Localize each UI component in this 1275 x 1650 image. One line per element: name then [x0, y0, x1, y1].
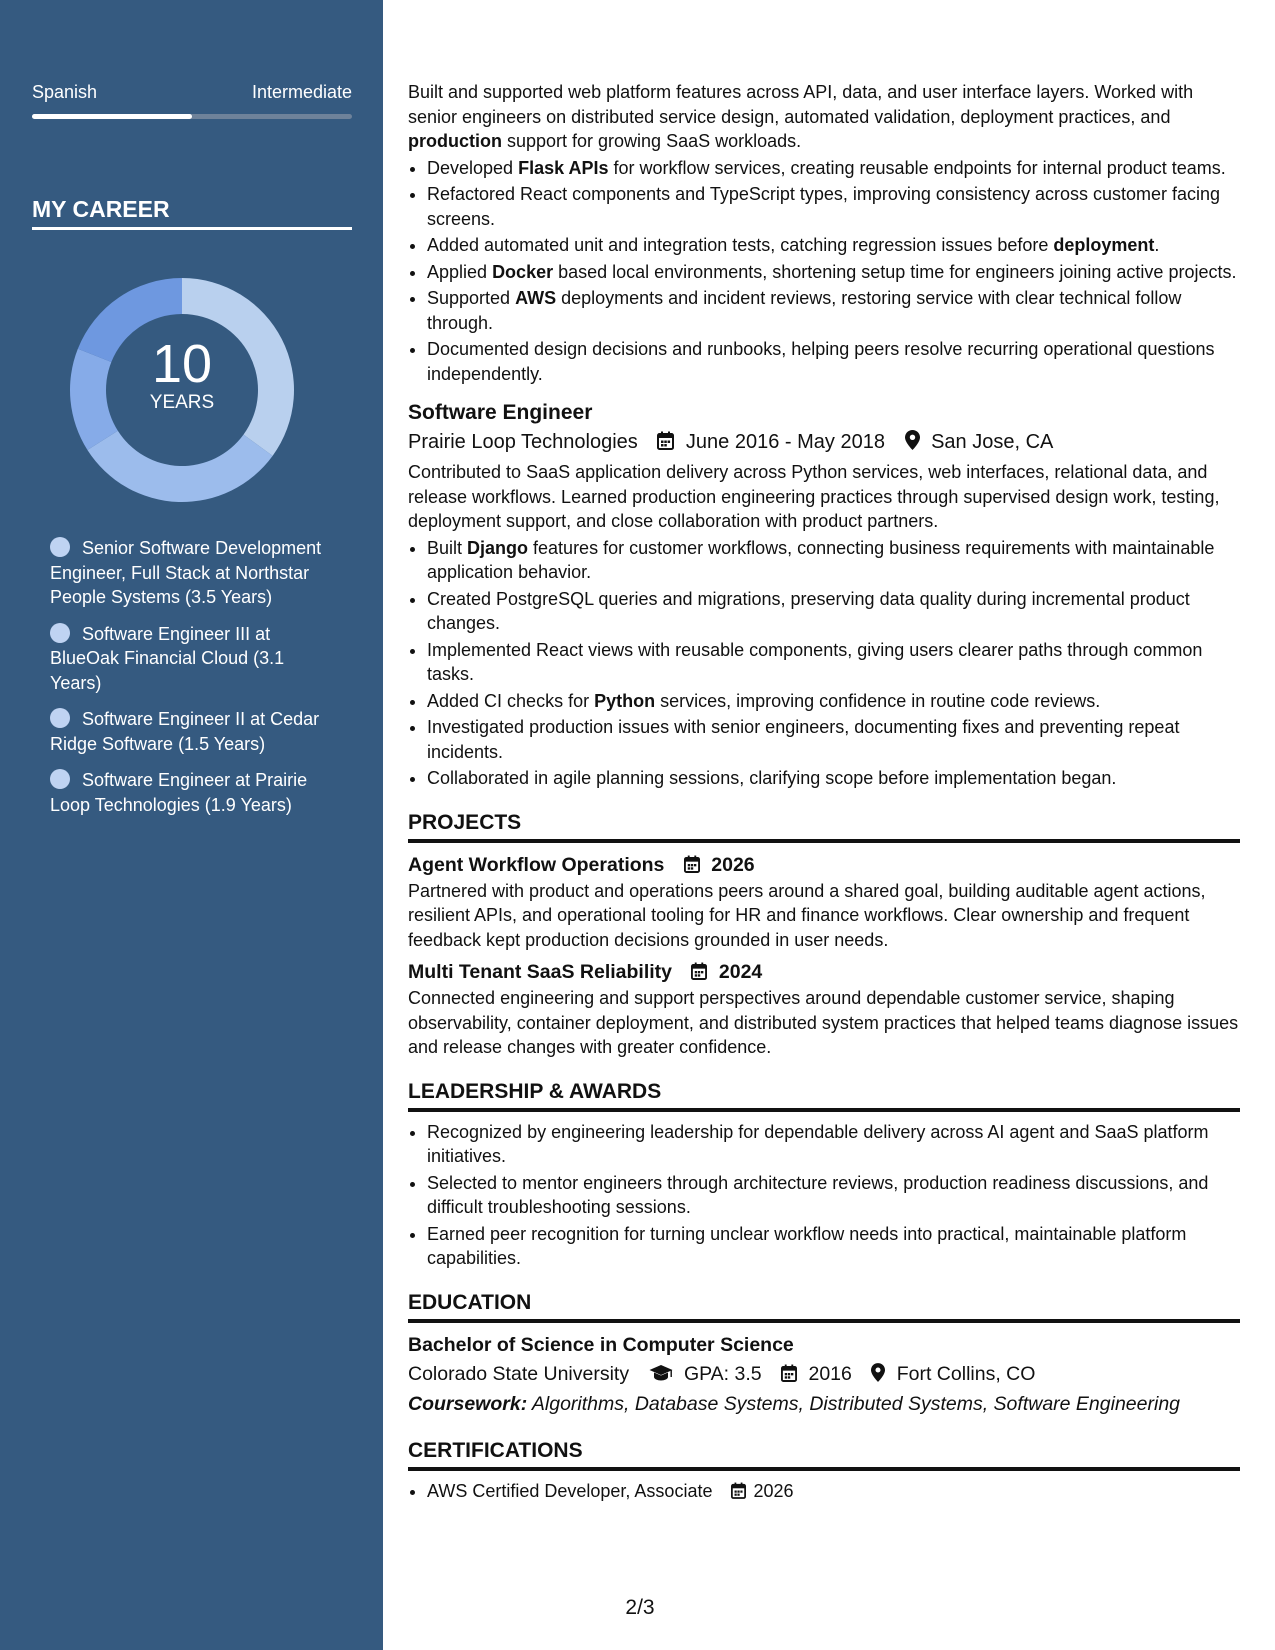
career-donut-segment-3: [70, 349, 118, 450]
job-bullet: • Added automated unit and integration tests, catching regression issues before deployment.: [427, 233, 1240, 258]
leadership-item: • Recognized by engineering leadership for dependable delivery across AI agent and SaaS platform initiatives.: [427, 1120, 1240, 1169]
calendar-icon: [781, 1363, 797, 1385]
job-meta: [408, 427, 1240, 457]
certification-name: AWS Certified Developer, Associate: [427, 1480, 713, 1501]
project-description: Connected engineering and support perspectives around dependable customer service, shaping observability, container deployment, and distributed system practices that helped teams diagnose issues and release changes with greater confidence.: [408, 988, 1239, 1057]
career-item: Software Engineer at Prairie Loop Technologies (1.9 Years): [50, 770, 308, 815]
education-school: Colorado State University: [408, 1362, 630, 1385]
career-item: Software Engineer III at BlueOak Financial Cloud (3.1 Years): [50, 623, 285, 693]
language-name: Spanish: [32, 82, 98, 102]
career-heading: MY CAREER: [32, 196, 352, 230]
certifications-heading: CERTIFICATIONS: [408, 1439, 1240, 1471]
leadership-list: [408, 1120, 1240, 1271]
education-degree: Bachelor of Science in Computer Science: [408, 1333, 794, 1356]
job-bullet: • Created PostgreSQL queries and migrations, preserving data quality during incremental product changes.: [427, 587, 1240, 636]
career-donut-segment-2: [87, 431, 272, 502]
job-bullet: • Supported AWS deployments and incident reviews, restoring service with clear technical follow through.: [427, 286, 1240, 335]
career-total-unit: YEARS: [149, 392, 215, 413]
job-dates: June 2016 - May 2018: [685, 431, 885, 453]
project-description: Partnered with product and operations peers around a shared goal, building auditable agent actions, resilient APIs, and operational tooling for HR and finance workflows. Clear ownership and frequent feedback kept production decisions grounded in user needs.: [408, 880, 1206, 950]
projects-heading: PROJECTS: [408, 811, 1240, 843]
job-bullet: • Implemented React views with reusable components, giving users clearer paths through common tasks.: [427, 638, 1240, 687]
job-bullet: • Refactored React components and TypeScript types, improving consistency across customer facing screens.: [427, 182, 1240, 231]
certifications-list: [408, 1479, 1240, 1504]
project-title: Multi Tenant SaaS Reliability 2024: [408, 961, 763, 983]
calendar-icon: [691, 961, 707, 983]
job-bullet: • Developed Flask APIs for workflow services, creating reusable endpoints for internal product teams.: [427, 156, 1240, 181]
career-bullet-icon: [50, 537, 70, 557]
job-bullets: [408, 536, 1240, 791]
job-bullet: • Added CI checks for Python services, improving confidence in routine code reviews.: [427, 689, 1240, 714]
leadership-heading: LEADERSHIP & AWARDS: [408, 1080, 1240, 1112]
job-bullet: • Documented design decisions and runbooks, helping peers resolve recurring operational questions independently.: [427, 337, 1240, 386]
education-location: Fort Collins, CO: [896, 1362, 1036, 1385]
career-list: [50, 536, 330, 829]
education-year: 2016: [808, 1362, 852, 1385]
education-gpa: GPA: 3.5: [683, 1362, 762, 1385]
main-content: [408, 80, 1240, 1505]
education-meta: [408, 1359, 1240, 1389]
job-company: Prairie Loop Technologies: [408, 431, 638, 453]
job-bullets: [408, 156, 1240, 387]
language-row: [32, 82, 352, 103]
project-year: 2024: [718, 961, 763, 983]
coursework-list: Algorithms, Database Systems, Distributed Systems, Software Engineering: [527, 1392, 1181, 1415]
language-level: Intermediate: [251, 82, 352, 102]
job-bullet: • Applied Docker based local environments, shortening setup time for engineers joining active projects.: [427, 260, 1240, 285]
certification-item: [427, 1479, 1240, 1504]
project-year: 2026: [711, 853, 755, 876]
sidebar: [0, 0, 383, 1650]
career-donut-chart: [62, 270, 302, 510]
career-bullet-icon: [50, 623, 70, 643]
education-coursework: [408, 1389, 1240, 1419]
location-pin-icon: [871, 1363, 885, 1385]
career-item: Senior Software Development Engineer, Full Stack at Northstar People Systems (3.5 Years): [50, 538, 322, 607]
education-heading: EDUCATION: [408, 1291, 1240, 1323]
job-location: San Jose, CA: [931, 431, 1054, 453]
job-summary: Contributed to SaaS application delivery across Python services, web interfaces, relational data, and release workflows. Learned production engineering practices through supervised design work, testing, deployment support, and close collaboration with product partners.: [408, 462, 1220, 531]
job-summary: Built and supported web platform features across API, data, and user interface layers. Worked with senior engineers on distributed service design, automated validation, deployment practices, and production support for growing SaaS workloads.: [408, 82, 1194, 151]
job-title: Software Engineer: [408, 401, 593, 424]
career-bullet-icon: [50, 769, 70, 789]
job-bullet: • Investigated production issues with senior engineers, documenting fixes and preventing repeat incidents.: [427, 715, 1240, 764]
language-proficiency-bar: [32, 114, 352, 119]
calendar-icon: [731, 1481, 746, 1501]
career-item: Software Engineer II at Cedar Ridge Software (1.5 Years): [50, 709, 320, 754]
calendar-icon: [657, 431, 674, 453]
job-bullet: • Built Django features for customer workflows, connecting business requirements with maintainable application behavior.: [427, 536, 1240, 585]
career-total-number: 10: [151, 334, 213, 394]
location-pin-icon: [905, 431, 920, 453]
leadership-item: • Selected to mentor engineers through architecture reviews, production readiness discussions, and difficult troubleshooting sessions.: [427, 1171, 1240, 1220]
leadership-item: • Earned peer recognition for turning unclear workflow needs into practical, maintainable platform capabilities.: [427, 1222, 1240, 1271]
calendar-icon: [684, 854, 700, 876]
language-proficiency-fill: [32, 114, 192, 119]
career-bullet-icon: [50, 708, 70, 728]
project-title: Agent Workflow Operations 2026: [408, 853, 755, 876]
coursework-label: Coursework:: [408, 1392, 528, 1415]
page-number: 2/3: [625, 1596, 655, 1619]
job-bullet: • Collaborated in agile planning sessions, clarifying scope before implementation began.: [427, 766, 1240, 791]
graduation-cap-icon: [649, 1363, 673, 1385]
certification-year: 2026: [753, 1480, 794, 1501]
